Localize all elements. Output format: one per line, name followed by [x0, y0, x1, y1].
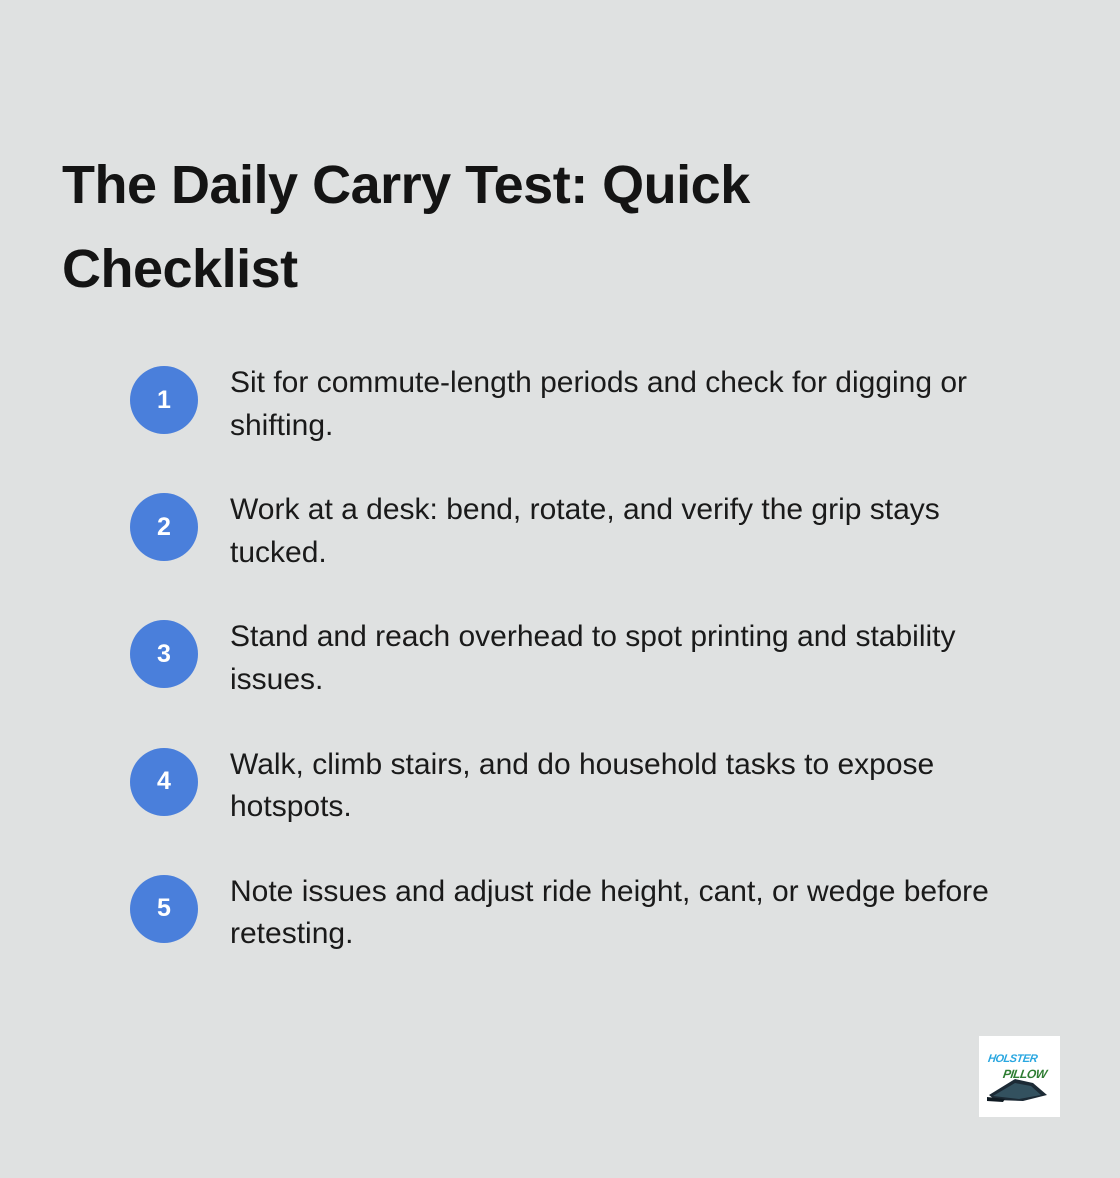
list-item	[130, 489, 1050, 574]
page-title: The Daily Carry Test: Quick Checklist	[62, 155, 750, 299]
step-number-badge: 3	[130, 620, 198, 688]
list-item-text: Stand and reach overhead to spot printing and stability issues.	[230, 620, 956, 696]
list-item-text: Note issues and adjust ride height, cant, or wedge before retesting.	[230, 874, 989, 951]
logo-word-bottom: PILLOW	[1001, 1066, 1048, 1081]
step-number-badge: 5	[130, 875, 198, 943]
step-number-badge: 4	[130, 748, 198, 816]
step-number-badge: 2	[130, 493, 198, 561]
list-item-text: Walk, climb stairs, and do household tasks to expose hotspots.	[230, 747, 935, 824]
list-item	[130, 871, 1050, 956]
checklist	[130, 362, 1050, 998]
logo-inner	[983, 1049, 1057, 1105]
brand-logo	[979, 1036, 1060, 1117]
list-item	[130, 616, 1050, 701]
logo-word-top: HOLSTER	[986, 1052, 1038, 1065]
list-item-text: Work at a desk: bend, rotate, and verify the grip stays tucked.	[230, 493, 940, 569]
list-item	[130, 362, 1050, 447]
step-number-badge: 1	[130, 366, 198, 434]
list-item-text: Sit for commute-length periods and check for digging or shifting.	[230, 366, 968, 442]
list-item	[130, 744, 1050, 829]
